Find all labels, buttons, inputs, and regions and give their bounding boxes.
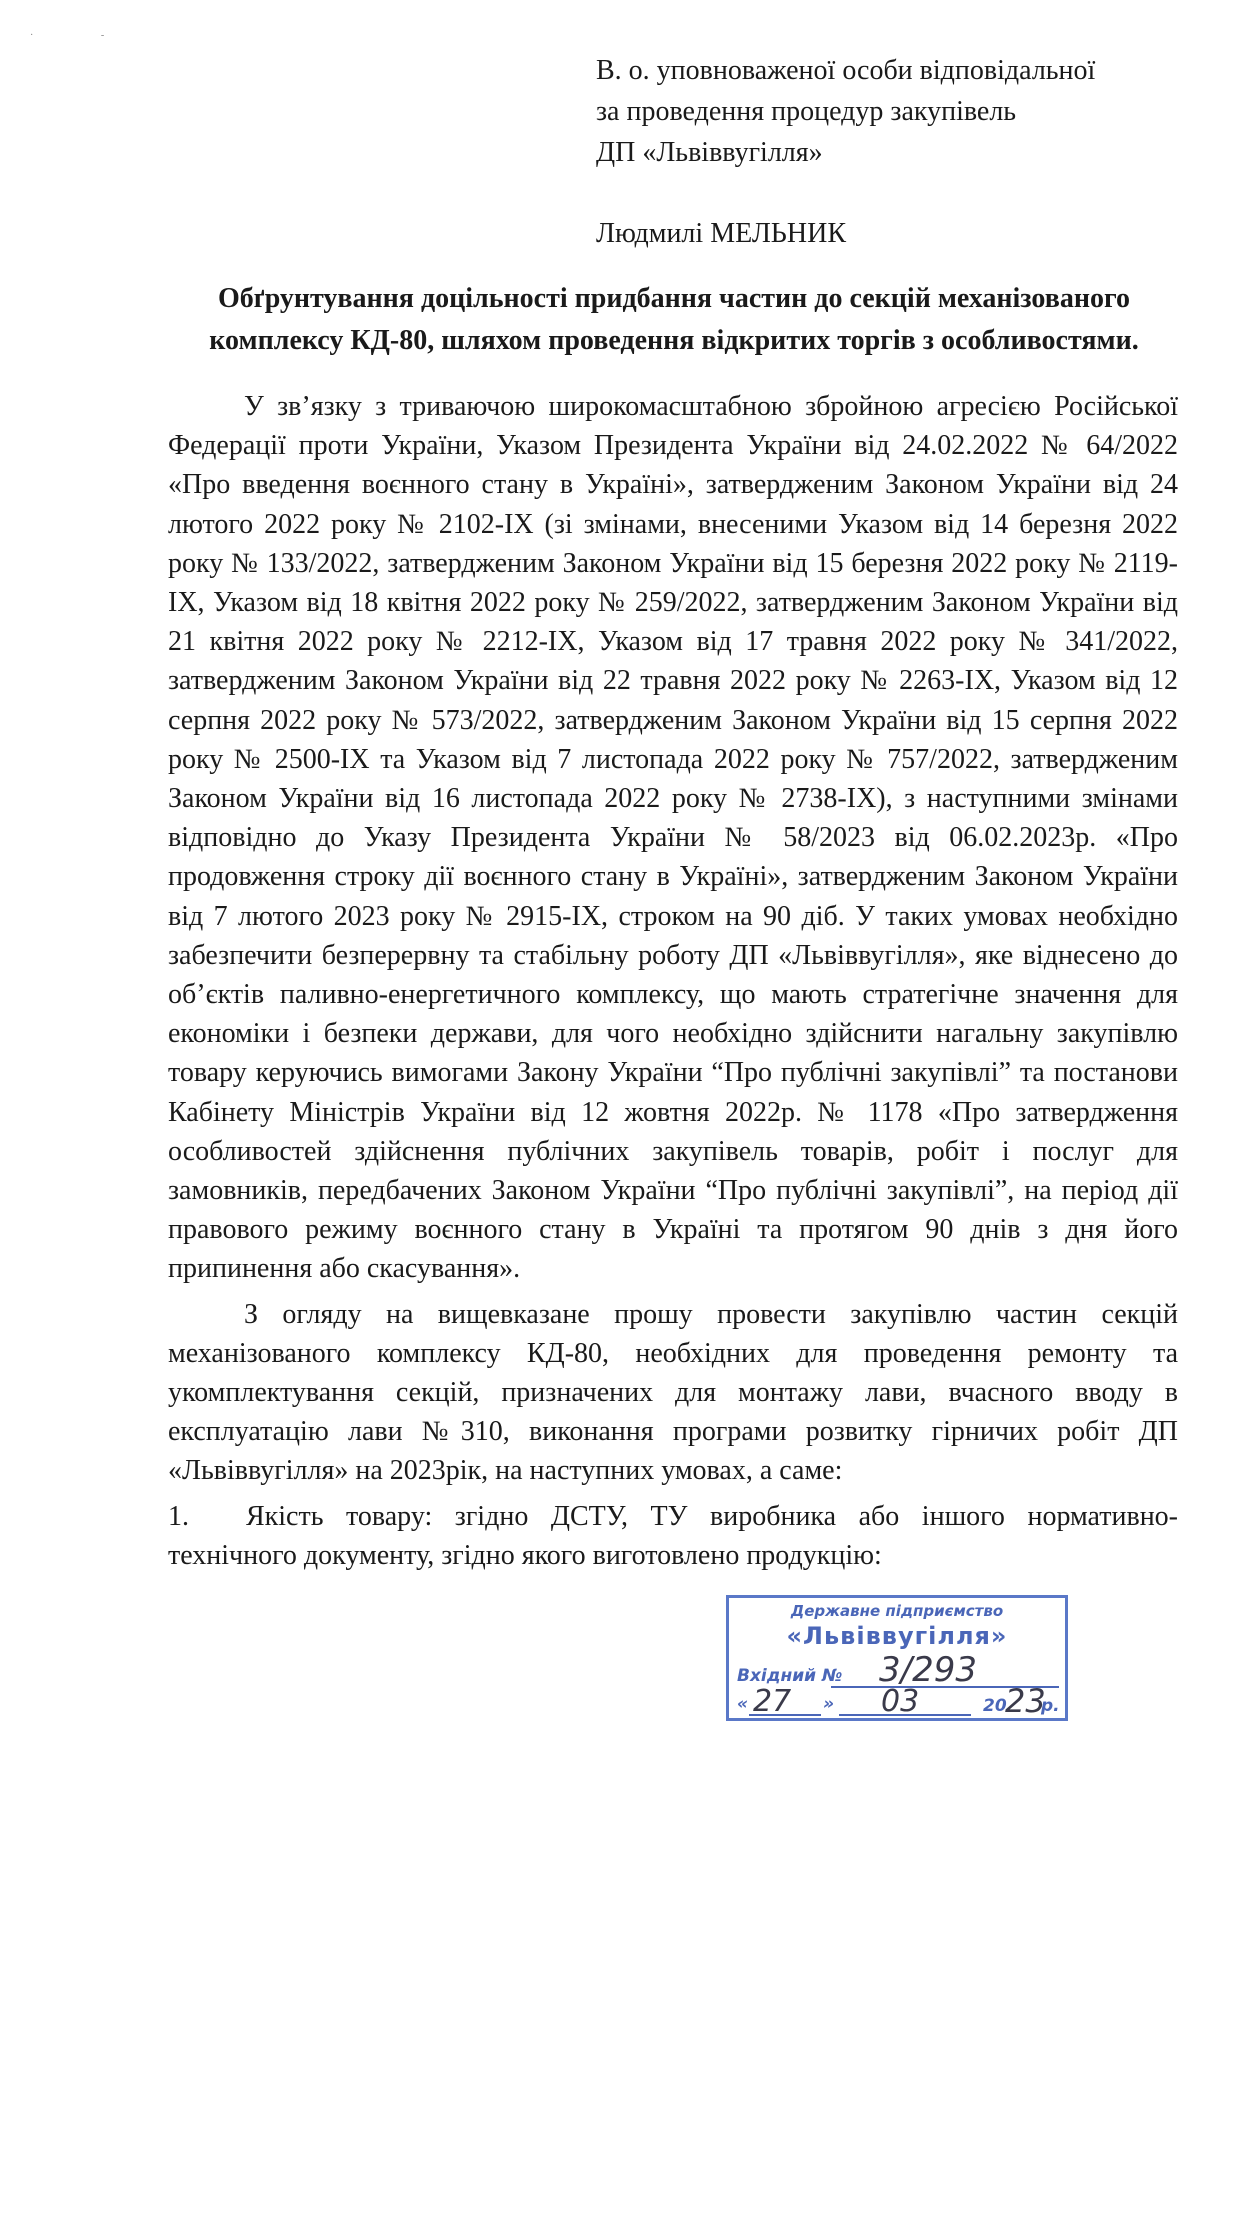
addressee-line-2: за проведення процедур закупівель	[596, 96, 1017, 127]
list-item-number: 1.	[168, 1500, 189, 1532]
stamp-org-label: Державне підприємство	[790, 1602, 1004, 1620]
stamp-handwritten-number: 3/293	[879, 1650, 977, 1690]
document-title: Обґрунтування доцільності придбання частин до секцій механізованого комплексу КД-80, шляхом проведення відкритих торгів з особливостями.	[209, 283, 1139, 356]
document-body	[168, 387, 1178, 1581]
addressee-line-3: ДП «Львіввугілля»	[596, 137, 823, 168]
stamp-quote-open: «	[737, 1694, 749, 1714]
list-item-1	[168, 1497, 1178, 1575]
addressee-block	[596, 50, 1095, 254]
paragraph-2: З огляду на вищевказане прошу провести закупівлю частин секцій механізованого комплексу КД-80, необхідних для проведення ремонту та укомплектування секцій, призначених для монтажу лави, вчасного вводу в експлуатацію лави №310, виконання програми розвитку гірничих робіт ДП «Львіввугілля» на 2023рік, на наступних умовах, а саме:	[168, 1298, 1178, 1487]
stamp-handwritten-day: 27	[753, 1684, 792, 1719]
list-item-text: Якість товару: згідно ДСТУ, ТУ виробника або іншого нормативно-технічного документу, згідно якого виготовлено продукцію:	[168, 1500, 1178, 1571]
addressee-name: Людмилі МЕЛЬНИК	[596, 218, 847, 249]
stamp-org-name: «Львіввугілля»	[786, 1622, 1008, 1650]
stamp-incoming-label: Вхідний №	[737, 1666, 843, 1686]
stamp-year-prefix: 20	[983, 1696, 1007, 1716]
stamp-year-suffix: р.	[1041, 1696, 1060, 1716]
stamp-quote-close: »	[823, 1694, 835, 1714]
addressee-line-1: В. о. уповноваженої особи відповідальної	[596, 55, 1096, 86]
stamp-handwritten-month: 03	[881, 1684, 920, 1719]
stamp-handwritten-year: 23	[1005, 1682, 1046, 1720]
paragraph-1: У зв’язку з триваючою широкомасштабною збройною агресією Російської Федерації проти України, Указом Президента України від 24.02.2022 № 64/2022 «Про введення воєнного стану в Україні», затвердженим Законом України від 24 лютого 2022 року № 2102-IX (зі змінами, внесеними Указом від 14 березня 2022 року № 133/2022, затвердженим Законом України від 15 березня 2022 року № 2119-IX, Указом від 18 квітня 2022 року № 259/2022, затвердженим Законом України від 21 квітня 2022 року № 2212-IX, Указом від 17 травня 2022 року № 341/2022, затвердженим Законом України від 22 травня 2022 року № 2263-IX, Указом від 12 серпня 2022 року № 573/2022, затвердженим Законом України від 15 серпня 2022 року № 2500-IX та Указом від 7 листопада 2022 року № 757/2022, затвердженим Законом України від 16 листопада 2022 року № 2738-IX), з наступними змінами відповідно до Указу Президента України № 58/2023 від 06.02.2023р. «Про продовження строку дії воєнного стану в Україні», затвердженим Законом України від 7 лютого 2023 року № 2915-IX, строком на 90 діб. У таких умовах необхідно забезпечити безперервну та стабільну роботу ДП «Львіввугілля», яке віднесено до об’єктів паливно-енергетичного комплексу, що мають стратегічне значення для економіки і безпеки держави, для чого необхідно здійснити нагальну закупівлю товару керуючись вимогами Закону України “Про публічні закупівлі” та постанови Кабінету Міністрів України від 12 жовтня 2022р. № 1178 «Про затвердження особливостей здійснення публічних закупівель товарів, робіт і послуг для замовників, передбачених Законом України “Про публічні закупівлі”, на період дії правового режиму воєнного стану в Україні та протягом 90 днів з дня його припинення або скасування».	[168, 391, 1179, 1285]
scan-specks: · ‐	[30, 30, 105, 41]
incoming-registration-stamp	[726, 1595, 1068, 1721]
